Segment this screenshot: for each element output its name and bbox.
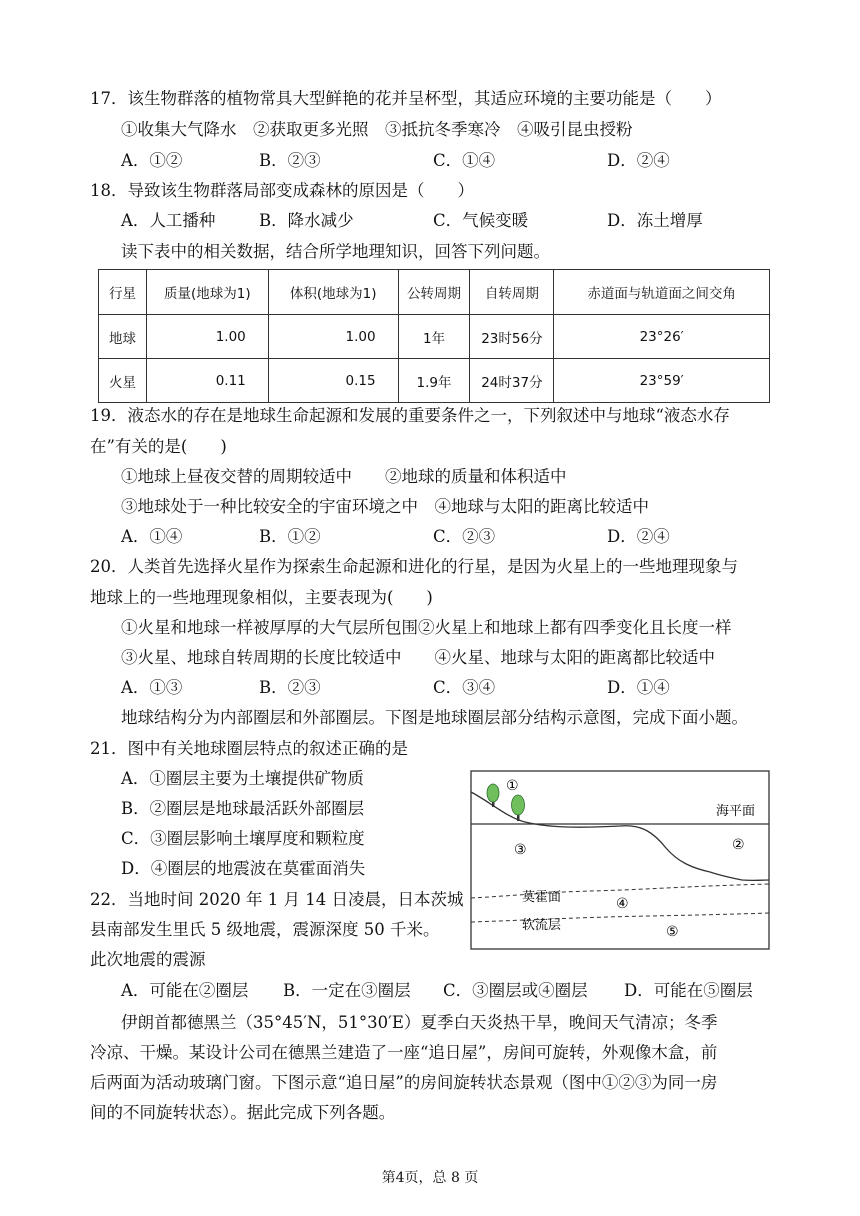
label-asthenosphere: 软流层 bbox=[522, 918, 562, 933]
q19-items-line1: ①地球上昼夜交替的周期较适中 ②地球的质量和体积适中 bbox=[121, 467, 567, 486]
q21-option-c: C．③圈层影响土壤厚度和颗粒度 bbox=[121, 829, 365, 848]
q17-option-c: C．①④ bbox=[433, 151, 496, 170]
label-sea-level: 海平面 bbox=[716, 804, 756, 819]
tehran-passage-line1: 伊朗首都德黑兰（35°45′N，51°30′E）夏季白天炎热干旱，晚间天气清凉；冬季 bbox=[121, 1013, 718, 1032]
cell-obliquity: 23°26′ bbox=[554, 315, 770, 359]
label-moho: 莫霍面 bbox=[522, 890, 562, 905]
q20-stem-line2: 地球上的一些地理现象相似，主要表现为( ) bbox=[90, 588, 433, 607]
label-circle-3: ③ bbox=[514, 842, 527, 858]
label-circle-4: ④ bbox=[616, 896, 629, 912]
cell-rotation: 24时37分 bbox=[470, 359, 554, 403]
planet-table bbox=[98, 269, 770, 403]
q18-stem: 18．导致该生物群落局部变成森林的原因是（ ） bbox=[90, 181, 474, 200]
q21-option-a: A．①圈层主要为土壤提供矿物质 bbox=[121, 769, 364, 788]
cell-revolution: 1年 bbox=[398, 315, 470, 359]
cell-mass: 0.11 bbox=[146, 359, 268, 403]
q18-option-c: C．气候变暖 bbox=[433, 211, 529, 230]
cell-obliquity: 23°59′ bbox=[554, 359, 770, 403]
cell-rotation: 23时56分 bbox=[470, 315, 554, 359]
header-planet: 行星 bbox=[99, 270, 147, 315]
table-row bbox=[99, 315, 770, 359]
q20-stem-line1: 20．人类首先选择火星作为探索生命起源和进化的行星，是因为火星上的一些地理现象与 bbox=[90, 557, 738, 576]
q19-stem-line1: 19．液态水的存在是地球生命起源和发展的重要条件之一，下列叙述中与地球“液态水存 bbox=[90, 406, 730, 425]
q19-items-line2: ③地球处于一种比较安全的宇宙环境之中 ④地球与太阳的距离比较适中 bbox=[121, 497, 649, 516]
q18-option-b: B．降水减少 bbox=[259, 211, 354, 230]
q22-stem-line2: 县南部发生里氏 5 级地震，震源深度 50 千米。 bbox=[90, 920, 440, 939]
q20-option-c: C．③④ bbox=[433, 678, 496, 697]
header-obliquity: 赤道面与轨道面之间交角 bbox=[554, 270, 770, 315]
cell-revolution: 1.9年 bbox=[398, 359, 470, 403]
cell-planet: 火星 bbox=[99, 359, 147, 403]
q22-stem-line1: 22．当地时间 2020 年 1 月 14 日凌晨，日本茨城 bbox=[90, 890, 464, 909]
q19-option-b: B．①② bbox=[259, 527, 321, 546]
header-revolution: 公转周期 bbox=[398, 270, 470, 315]
q22-stem-line3: 此次地震的震源 bbox=[90, 950, 206, 969]
header-volume: 体积(地球为1) bbox=[268, 270, 398, 315]
q17-option-d: D．②④ bbox=[607, 151, 670, 170]
q20-option-d: D．①④ bbox=[607, 678, 670, 697]
q17-items: ①收集大气降水 ②获取更多光照 ③抵抗冬季寒冷 ④吸引昆虫授粉 bbox=[121, 120, 633, 139]
q22-option-d: D．可能在⑤圈层 bbox=[624, 981, 753, 1000]
page-footer: 第4页，总 8 页 bbox=[381, 1170, 479, 1186]
tehran-passage-line2: 冷凉、干燥。某设计公司在德黑兰建造了一座“追日屋”，房间可旋转，外观像木盒，前 bbox=[90, 1043, 718, 1062]
label-circle-2: ② bbox=[732, 837, 745, 853]
q20-items-line1: ①火星和地球一样被厚厚的大气层所包围②火星上和地球上都有四季变化且长度一样 bbox=[121, 618, 732, 637]
tehran-passage-line4: 间的不同旋转状态）。据此完成下列各题。 bbox=[90, 1103, 396, 1122]
q22-option-b: B．一定在③圈层 bbox=[283, 981, 411, 1000]
q20-option-b: B．②③ bbox=[259, 678, 321, 697]
table-intro: 读下表中的相关数据，结合所学地理知识，回答下列问题。 bbox=[121, 242, 550, 261]
cell-volume: 1.00 bbox=[268, 315, 398, 359]
q19-option-a: A．①④ bbox=[121, 527, 183, 546]
cell-planet: 地球 bbox=[99, 315, 147, 359]
q18-option-a: A．人工播种 bbox=[121, 211, 216, 230]
q21-stem: 21．图中有关地球圈层特点的叙述正确的是 bbox=[90, 739, 408, 758]
q17-option-b: B．②③ bbox=[259, 151, 321, 170]
earth-sphere-diagram bbox=[470, 770, 770, 950]
q21-option-d: D．④圈层的地震波在莫霍面消失 bbox=[121, 859, 366, 878]
q22-option-c: C．③圈层或④圈层 bbox=[443, 981, 588, 1000]
q19-option-d: D．②④ bbox=[607, 527, 670, 546]
q18-option-d: D．冻土增厚 bbox=[607, 211, 703, 230]
sphere-intro: 地球结构分为内部圈层和外部圈层。下图是地球圈层部分结构示意图，完成下面小题。 bbox=[121, 708, 748, 727]
q22-option-a: A．可能在②圈层 bbox=[121, 981, 249, 1000]
table-header-row bbox=[99, 270, 770, 315]
q19-stem-line2: 在”有关的是( ) bbox=[90, 437, 227, 456]
q21-option-b: B．②圈层是地球最活跃外部圈层 bbox=[121, 799, 365, 818]
q20-option-a: A．①③ bbox=[121, 678, 183, 697]
label-circle-1: ① bbox=[506, 778, 519, 794]
cell-volume: 0.15 bbox=[268, 359, 398, 403]
header-mass: 质量(地球为1) bbox=[146, 270, 268, 315]
q17-stem: 17．该生物群落的植物常具大型鲜艳的花并呈杯型，其适应环境的主要功能是（ ） bbox=[90, 89, 722, 108]
q19-option-c: C．②③ bbox=[433, 527, 496, 546]
cell-mass: 1.00 bbox=[146, 315, 268, 359]
table-row bbox=[99, 359, 770, 403]
q20-items-line2: ③火星、地球自转周期的长度比较适中 ④火星、地球与太阳的距离都比较适中 bbox=[121, 648, 715, 667]
header-rotation: 自转周期 bbox=[470, 270, 554, 315]
label-circle-5: ⑤ bbox=[666, 924, 679, 940]
q17-option-a: A．①② bbox=[121, 151, 183, 170]
tehran-passage-line3: 后两面为活动玻璃门窗。下图示意“追日屋”的房间旋转状态景观（图中①②③为同一房 bbox=[90, 1073, 718, 1092]
